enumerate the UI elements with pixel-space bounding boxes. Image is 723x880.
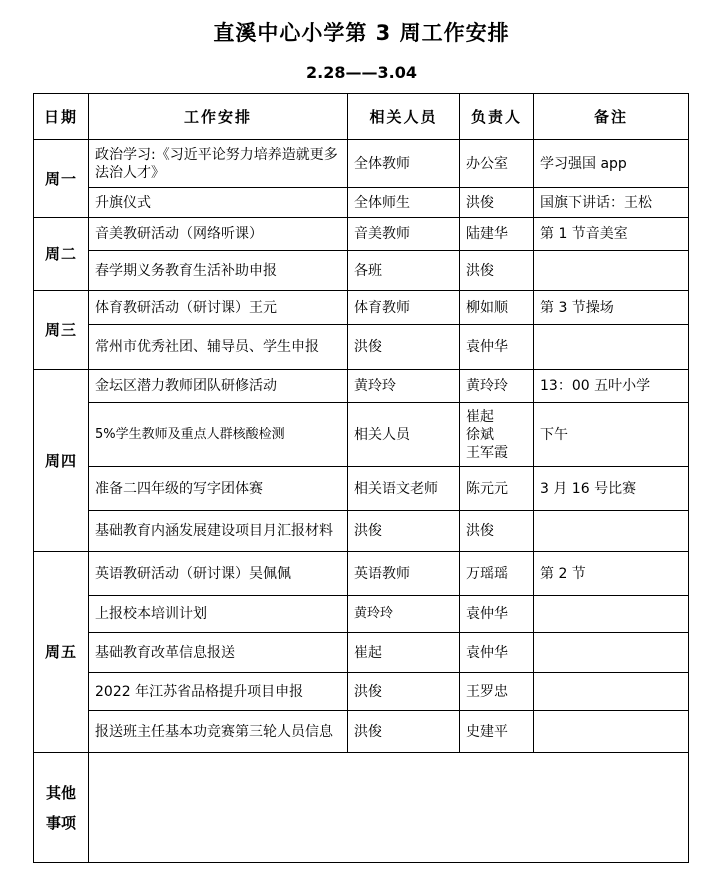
people-cell: 洪俊: [348, 511, 460, 552]
schedule-table: [33, 93, 689, 863]
task-cell: 准备二四年级的写字团体赛: [89, 467, 348, 511]
day-cell-tue: 周二: [34, 218, 89, 291]
people-cell: 洪俊: [348, 711, 460, 753]
people-cell: 全体教师: [348, 140, 460, 188]
header-row: [34, 94, 689, 140]
col-header-note: 备注: [534, 94, 689, 140]
note-cell: 第 3 节操场: [534, 291, 689, 325]
note-cell: [534, 251, 689, 291]
table-row: [34, 291, 689, 325]
table-row: [34, 711, 689, 753]
note-cell: [534, 633, 689, 673]
task-cell: 升旗仪式: [89, 188, 348, 218]
day-cell-fri: 周五: [34, 552, 89, 753]
task-cell: 金坛区潜力教师团队研修活动: [89, 370, 348, 403]
other-content-cell: [89, 753, 689, 863]
table-row: [34, 467, 689, 511]
table-row: [34, 403, 689, 467]
lead-cell: 崔起 徐斌 王军霞: [460, 403, 534, 467]
task-cell: 政治学习:《习近平论努力培养造就更多法治人才》: [89, 140, 348, 188]
people-cell: 音美教师: [348, 218, 460, 251]
people-cell: 体育教师: [348, 291, 460, 325]
lead-cell: 史建平: [460, 711, 534, 753]
lead-cell: 办公室: [460, 140, 534, 188]
note-cell: 下午: [534, 403, 689, 467]
task-cell: 5%学生教师及重点人群核酸检测: [89, 403, 348, 467]
col-header-lead: 负责人: [460, 94, 534, 140]
task-cell: 春学期义务教育生活补助申报: [89, 251, 348, 291]
note-cell: 国旗下讲话：王松: [534, 188, 689, 218]
day-cell-thu: 周四: [34, 370, 89, 552]
table-row: [34, 552, 689, 596]
table-row: [34, 633, 689, 673]
lead-cell: 袁仲华: [460, 325, 534, 370]
table-row: [34, 673, 689, 711]
note-cell: 第 2 节: [534, 552, 689, 596]
table-row: [34, 218, 689, 251]
task-cell: 报送班主任基本功竞赛第三轮人员信息: [89, 711, 348, 753]
task-cell: 基础教育改革信息报送: [89, 633, 348, 673]
other-label-cell: [34, 753, 89, 863]
task-cell: 英语教研活动（研讨课）吴佩佩: [89, 552, 348, 596]
people-cell: 相关语文老师: [348, 467, 460, 511]
lead-cell: 陈元元: [460, 467, 534, 511]
day-cell-mon: 周一: [34, 140, 89, 218]
date-range: 2.28——3.04: [306, 63, 417, 82]
day-cell-wed: 周三: [34, 291, 89, 370]
lead-cell: 黄玲玲: [460, 370, 534, 403]
col-header-task: 工作安排: [89, 94, 348, 140]
other-label-line1: 其他: [45, 783, 76, 802]
other-row: [34, 753, 689, 863]
page-title: 直溪中心小学第 3 周工作安排: [213, 21, 510, 45]
task-cell: 基础教育内涵发展建设项目月汇报材料: [89, 511, 348, 552]
lead-cell: 洪俊: [460, 511, 534, 552]
task-cell: 音美教研活动（网络听课）: [89, 218, 348, 251]
note-cell: 13：00 五叶小学: [534, 370, 689, 403]
table-row: [34, 596, 689, 633]
people-cell: 黄玲玲: [348, 596, 460, 633]
col-header-people: 相关人员: [348, 94, 460, 140]
table-row: [34, 370, 689, 403]
task-cell: 体育教研活动（研讨课）王元: [89, 291, 348, 325]
note-cell: 3 月 16 号比赛: [534, 467, 689, 511]
note-cell: [534, 673, 689, 711]
people-cell: 崔起: [348, 633, 460, 673]
note-cell: 学习强国 app: [534, 140, 689, 188]
lead-cell: 袁仲华: [460, 633, 534, 673]
note-cell: [534, 511, 689, 552]
lead-cell: 陆建华: [460, 218, 534, 251]
lead-cell: 柳如顺: [460, 291, 534, 325]
table-row: [34, 325, 689, 370]
people-cell: 相关人员: [348, 403, 460, 467]
people-cell: 全体师生: [348, 188, 460, 218]
lead-cell: 洪俊: [460, 251, 534, 291]
note-cell: [534, 711, 689, 753]
table-row: [34, 140, 689, 188]
task-cell: 常州市优秀社团、辅导员、学生申报: [89, 325, 348, 370]
note-cell: [534, 596, 689, 633]
col-header-date: 日期: [34, 94, 89, 140]
task-cell: 2022 年江苏省品格提升项目申报: [89, 673, 348, 711]
note-cell: 第 1 节音美室: [534, 218, 689, 251]
note-cell: [534, 325, 689, 370]
lead-cell: 袁仲华: [460, 596, 534, 633]
lead-cell: 万瑶瑶: [460, 552, 534, 596]
table-row: [34, 511, 689, 552]
lead-cell: 王罗忠: [460, 673, 534, 711]
people-cell: 洪俊: [348, 325, 460, 370]
people-cell: 洪俊: [348, 673, 460, 711]
table-row: [34, 188, 689, 218]
people-cell: 各班: [348, 251, 460, 291]
table-row: [34, 251, 689, 291]
lead-cell: 洪俊: [460, 188, 534, 218]
people-cell: 黄玲玲: [348, 370, 460, 403]
other-label-line2: 事项: [45, 813, 76, 832]
people-cell: 英语教师: [348, 552, 460, 596]
task-cell: 上报校本培训计划: [89, 596, 348, 633]
